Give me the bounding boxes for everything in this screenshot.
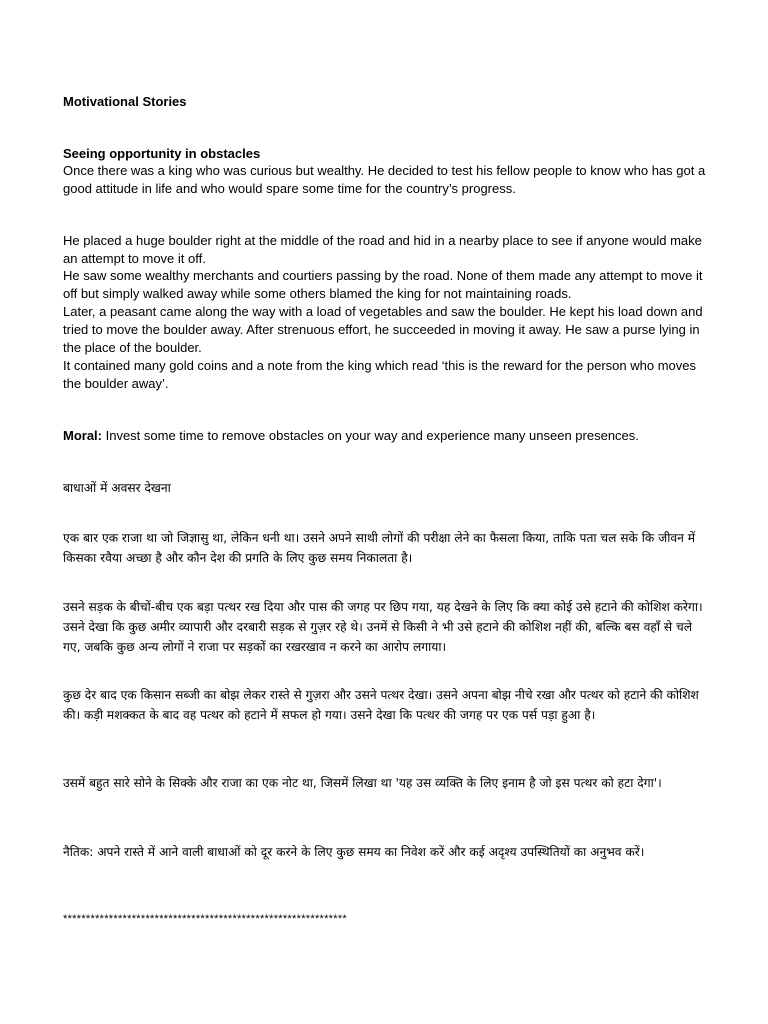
hindi-paragraph-4: उसमें बहुत सारे सोने के सिक्के और राजा का एक नोट था, जिसमें लिखा था 'यह उस व्यक्ति के लिए इनाम है जो इस पत्थर को हटा देगा'। [63,776,662,790]
english-paragraph-5: It contained many gold coins and a note from the king which read ‘this is the reward for the person who moves the boulder away’. [63,358,697,391]
hindi-paragraph-3: कुछ देर बाद एक किसान सब्जी का बोझ लेकर रास्ते से गुज़रा और उसने पत्थर देखा। उसने अपना बोझ नीचे रखा और पत्थर को हटाने की कोशिश की। कड़ी मशक्कत के बाद वह पत्थर को हटाने में सफल हो गया। उसने देखा कि पत्थर की जगह पर एक पर्स पड़ा हुआ है। [63,688,699,722]
english-paragraph-1: Once there was a king who was curious but wealthy. He decided to test his fellow people to know who has got a good attitude in life and who would spare some time for the country’s progress. [63,163,706,196]
moral-line [63,427,713,445]
moral-label: Moral: [63,428,102,443]
moral-text: Invest some time to remove obstacles on your way and experience many unseen presences. [102,428,639,443]
hindi-paragraph-1: एक बार एक राजा था जो जिज्ञासु था, लेकिन धनी था। उसने अपने साथी लोगों की परीक्षा लेने का फैसला किया, ताकि पता चल सके कि जीवन में किसका रवैया अच्छा है और कौन देश की प्रगति के लिए कुछ समय निकालता है। [63,531,696,565]
separator-line: ************************************************************** [63,913,348,925]
hindi-title: बाधाओं में अवसर देखना [63,481,171,495]
story-title: Seeing opportunity in obstacles [63,146,261,161]
english-paragraph-2: He placed a huge boulder right at the middle of the road and hid in a nearby place to see if anyone would make an attempt to move it off. [63,233,702,266]
english-paragraph-3: He saw some wealthy merchants and courtiers passing by the road. None of them made any attempt to move it off but simply walked away while some others blamed the king for not maintaining roads. [63,268,703,301]
hindi-paragraph-2: उसने सड़क के बीचों-बीच एक बड़ा पत्थर रख दिया और पास की जगह पर छिप गया, यह देखने के लिए कि क्या कोई उसे हटाने की कोशिश करेगा। उसने देखा कि कुछ अमीर व्यापारी और दरबारी सड़क से गुज़र रहे थे। उनमें से किसी ने भी उसे हटाने की कोशिश नहीं की, बल्कि बस वहाँ से चले गए, जबकि कुछ अन्य लोगों ने राजा पर सड़कों का रखरखाव न करने का आरोप लगाया। [63,600,703,654]
english-paragraph-4: Later, a peasant came along the way with a load of vegetables and saw the boulder. He kept his load down and tried to move the boulder away. After strenuous effort, he succeeded in moving it away. He saw a purse lying in the place of the boulder. [63,304,703,355]
hindi-moral: नैतिक: अपने रास्ते में आने वाली बाधाओं को दूर करने के लिए कुछ समय का निवेश करें और कई अदृश्य उपस्थितियों का अनुभव करें। [63,845,645,859]
document-heading: Motivational Stories [63,94,187,109]
